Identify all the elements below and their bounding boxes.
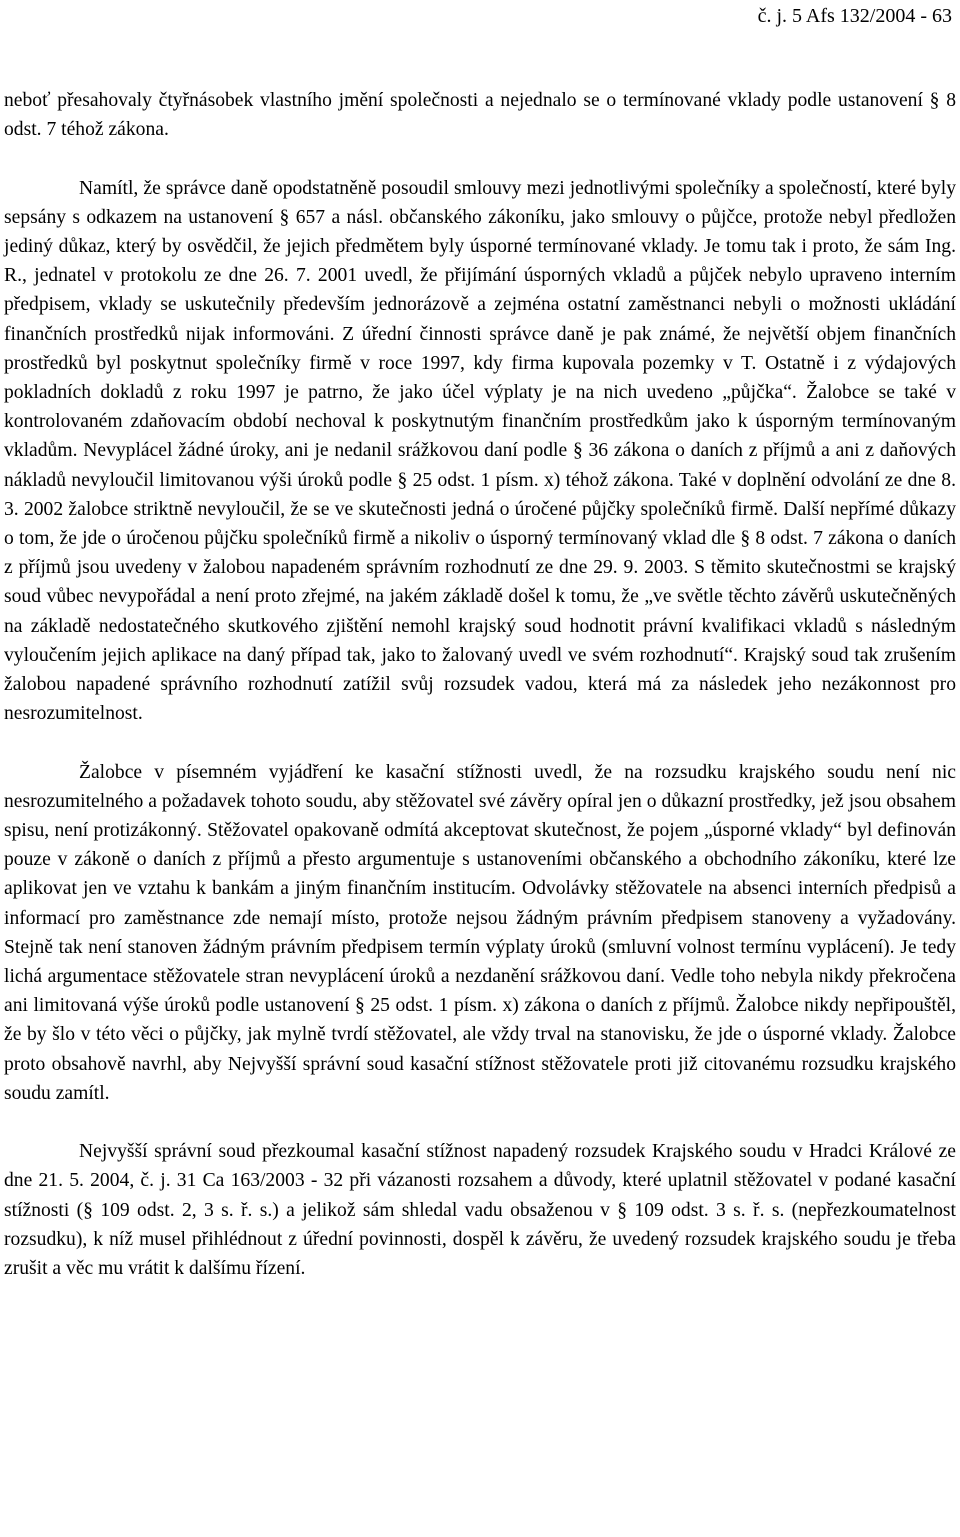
paragraph-plaintiff-response: Žalobce v písemném vyjádření ke kasační stížnosti uvedl, že na rozsudku krajského soudu není nic nesrozumitelného a požadavek tohoto soudu, aby stěžovatel své závěry opíral jen o důkazní prostředky, jež jsou obsahem spisu, není protizákonný. Stěžovatel opakovaně odmítá akceptovat skutečnost, že pojem „úsporné vklady“ byl definován pouze v zákoně o daních z příjmů a přesto argumentuje s ustanoveními občanského a obchodního zákoníku, které lze aplikovat jen ve vztahu k bankám a jiným finančním institucím. Odvolávky stěžovatele na absenci interních předpisů a informací pro zaměstnance zde nemají místo, protože nejsou žádným právním předpisem stanoveny a vyžadovány. Stejně tak není stanoven žádným právním předpisem termín výplaty úroků (smluvní volnost termínu vyplácení). Je tedy lichá argumentace stěžovatele stran nevyplácení úroků a nezdanění srážkovou daní. Vedle toho nebyla nikdy překročena ani limitovaná výše úroků podle ustanovení § 25 odst. 1 písm. x) zákona o daních z příjmů. Žalobce nikdy nepřipouštěl, že by šlo v této věci o půjčky, jak mylně tvrdí stěžovatel, ale vždy trval na stanovisku, že jde o úsporné vklady. Žalobce proto obsahově navrhl, aby Nejvyšší správní soud kasační stížnost stěžovatele proti již citovanému rozsudku krajského soudu zamítl. [4,761,956,1104]
document-body [4,86,956,1283]
paragraph-continuation: neboť přesahovaly čtyřnásobek vlastního jmění společnosti a nejednalo se o termínované vklady podle ustanovení § 8 odst. 7 téhož zákona. [4,90,956,141]
paragraph-objection: Namítl, že správce daně opodstatněně posoudil smlouvy mezi jednotlivými společníky a společností, které byly sepsány s odkazem na ustanovení § 657 a násl. občanského zákoníku, jako smlouvy o půjčce, protože nebyl předložen jediný důkaz, který by osvědčil, že jejich předmětem byly úsporné termínované vklady. Je tomu tak i proto, že sám Ing. R., jednatel v protokolu ze dne 26. 7. 2001 uvedl, že přijímání úsporných vkladů a půjček nebylo upraveno interním předpisem, vklady se uskutečnily především jednorázově a zejména ostatní zaměstnanci nebyli o možnosti ukládání finančních prostředků nijak informováni. Z úřední činnosti správce daně je pak známé, že největší objem finančních prostředků byl poskytnut společníky firmě v roce 1997, kdy firma kupovala pozemky v T. Ostatně i z výdajových pokladních dokladů z roku 1997 je patrno, že jako účel výplaty je na nich uvedeno „půjčka“. Žalobce se také v kontrolovaném zdaňovacím období nechoval k poskytnutým finančním prostředkům jako k úsporným termínovaným vkladům. Nevyplácel žádné úroky, ani je nedanil srážkovou daní podle § 36 zákona o daních z příjmů a ani z daňových nákladů nevyloučil limitovanou výši úroků podle § 25 odst. 1 písm. x) téhož zákona. Také v doplnění odvolání ze dne 8. 3. 2002 žalobce striktně nevyloučil, že se ve skutečnosti jedná o úročené půjčky společníků firmě. Další nepřímé důkazy o tom, že jde o úročenou půjčku společníků firmě a nikoliv o úsporný termínovaný vklad dle § 8 odst. 7 zákona o daních z příjmů jsou uvedeny v žalobou napadeném správním rozhodnutí ze dne 29. 9. 2003. S těmito skutečnostmi se krajský soud vůbec nevypořádal a není proto zřejmé, na jakém základě došel k tomu, že „ve světle těchto závěrů uskutečněných na základě nedostatečného skutkového zjištění nemohl krajský soud hodnotit právní kvalifikaci vkladů s následným vyloučením jejich aplikace na daný případ tak, jako to žalovaný uvedl ve svém rozhodnutí“. Krajský soud tak zrušením žalobou napadené správního rozhodnutí zatížil svůj rozsudek vadou, která má za následek jeho nezákonnost pro nesrozumitelnost. [4,177,956,725]
case-reference: č. j. 5 Afs 132/2004 - 63 [757,5,952,27]
paragraph-court-review: Nejvyšší správní soud přezkoumal kasační stížnost napadený rozsudek Krajského soudu v Hradci Králové ze dne 21. 5. 2004, č. j. 31 Ca 163/2003 - 32 při vázanosti rozsahem a důvody, které uplatnil stěžovatel v podané kasační stížnosti (§ 109 odst. 2, 3 s. ř. s.) a jelikož sám shledal vadu obsaženou v § 109 odst. 3 s. ř. s. (nepřezkoumatelnost rozsudku), k níž musel přihlédnout z úřední povinnosti, dospěl k závěru, že uvedený rozsudek krajského soudu je třeba zrušit a věc mu vrátit k dalšímu řízení. [4,1141,956,1280]
